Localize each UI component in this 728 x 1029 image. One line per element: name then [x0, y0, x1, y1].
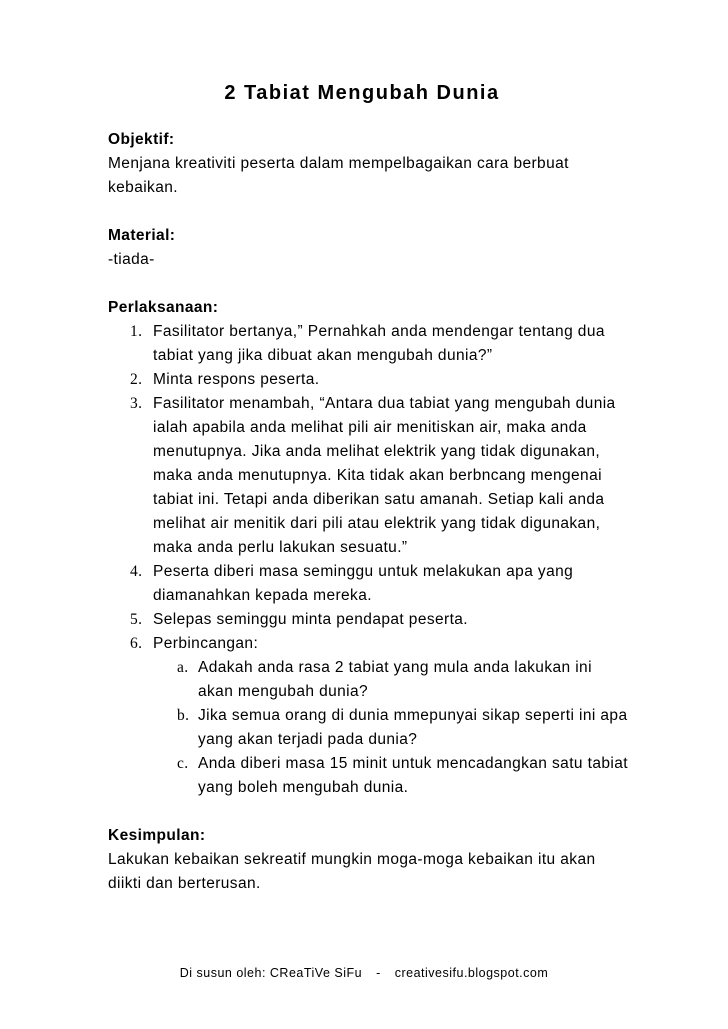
- objektif-heading: Objektif:: [108, 131, 175, 148]
- material-heading: Material:: [108, 227, 176, 244]
- steps-list: [108, 320, 628, 800]
- objektif-text: Menjana kreativiti peserta dalam mempelbagaikan cara berbuat kebaikan.: [108, 155, 569, 196]
- step-text: Fasilitator menambah, “Antara dua tabiat yang mengubah dunia ialah apabila anda melihat pili air menitiskan air, maka anda menutupnya. Jika anda melihat elektrik yang tidak digunakan, maka anda menutupnya. Kita tidak akan berbncang mengenai tabiat ini. Tetapi anda diberikan satu amanah. Setiap kali anda melihat air menitik dari pili atau elektrik yang tidak digunakan, maka anda perlu lakukan sesuatu.”: [153, 395, 616, 556]
- footer-site: creativesifu.blogspot.com: [394, 966, 549, 980]
- list-item: [153, 752, 628, 800]
- step-text: Perbincangan:: [153, 635, 259, 652]
- sub-number: b.: [177, 707, 190, 724]
- step-text: Fasilitator bertanya,” Pernahkah anda mendengar tentang dua tabiat yang jika dibuat akan mengubah dunia?”: [153, 323, 605, 364]
- page-footer: [0, 966, 728, 980]
- list-item: [153, 656, 628, 704]
- perlaksanaan-heading: Perlaksanaan:: [108, 299, 219, 316]
- sub-text: Jika semua orang di dunia mmepunyai sikap seperti ini apa yang akan terjadi pada dunia?: [198, 707, 628, 748]
- document-title: 2 Tabiat Mengubah Dunia: [224, 82, 500, 104]
- list-item: [108, 608, 628, 632]
- step-number: 6.: [130, 635, 143, 652]
- document-body: [108, 128, 628, 896]
- step-number: 3.: [130, 395, 143, 412]
- discussion-sublist: [153, 656, 628, 800]
- list-item: [108, 560, 628, 608]
- step-number: 5.: [130, 611, 143, 628]
- perlaksanaan-section: [108, 296, 628, 800]
- step-text: Peserta diberi masa seminggu untuk melakukan apa yang diamanahkan kepada mereka.: [153, 563, 574, 604]
- kesimpulan-section: [108, 824, 628, 896]
- step-number: 4.: [130, 563, 143, 580]
- material-text: -tiada-: [108, 251, 155, 268]
- step-text: Minta respons peserta.: [153, 371, 320, 388]
- sub-number: a.: [177, 659, 189, 676]
- step-text: Selepas seminggu minta pendapat peserta.: [153, 611, 469, 628]
- list-item: [108, 632, 628, 800]
- list-item: [108, 320, 628, 368]
- sub-number: c.: [177, 755, 189, 772]
- sub-text: Adakah anda rasa 2 tabiat yang mula anda lakukan ini akan mengubah dunia?: [198, 659, 592, 700]
- list-item: [153, 704, 628, 752]
- footer-separator: -: [376, 966, 381, 980]
- kesimpulan-heading: Kesimpulan:: [108, 827, 206, 844]
- list-item: [108, 368, 628, 392]
- list-item: [108, 392, 628, 560]
- footer-author: Di susun oleh: CReaTiVe SiFu: [179, 966, 363, 980]
- step-number: 2.: [130, 371, 143, 388]
- sub-text: Anda diberi masa 15 minit untuk mencadangkan satu tabiat yang boleh mengubah dunia.: [198, 755, 628, 796]
- step-number: 1.: [130, 323, 143, 340]
- material-section: [108, 224, 628, 272]
- objektif-section: [108, 128, 628, 200]
- kesimpulan-text: Lakukan kebaikan sekreatif mungkin moga-moga kebaikan itu akan diikti dan berterusan.: [108, 851, 596, 892]
